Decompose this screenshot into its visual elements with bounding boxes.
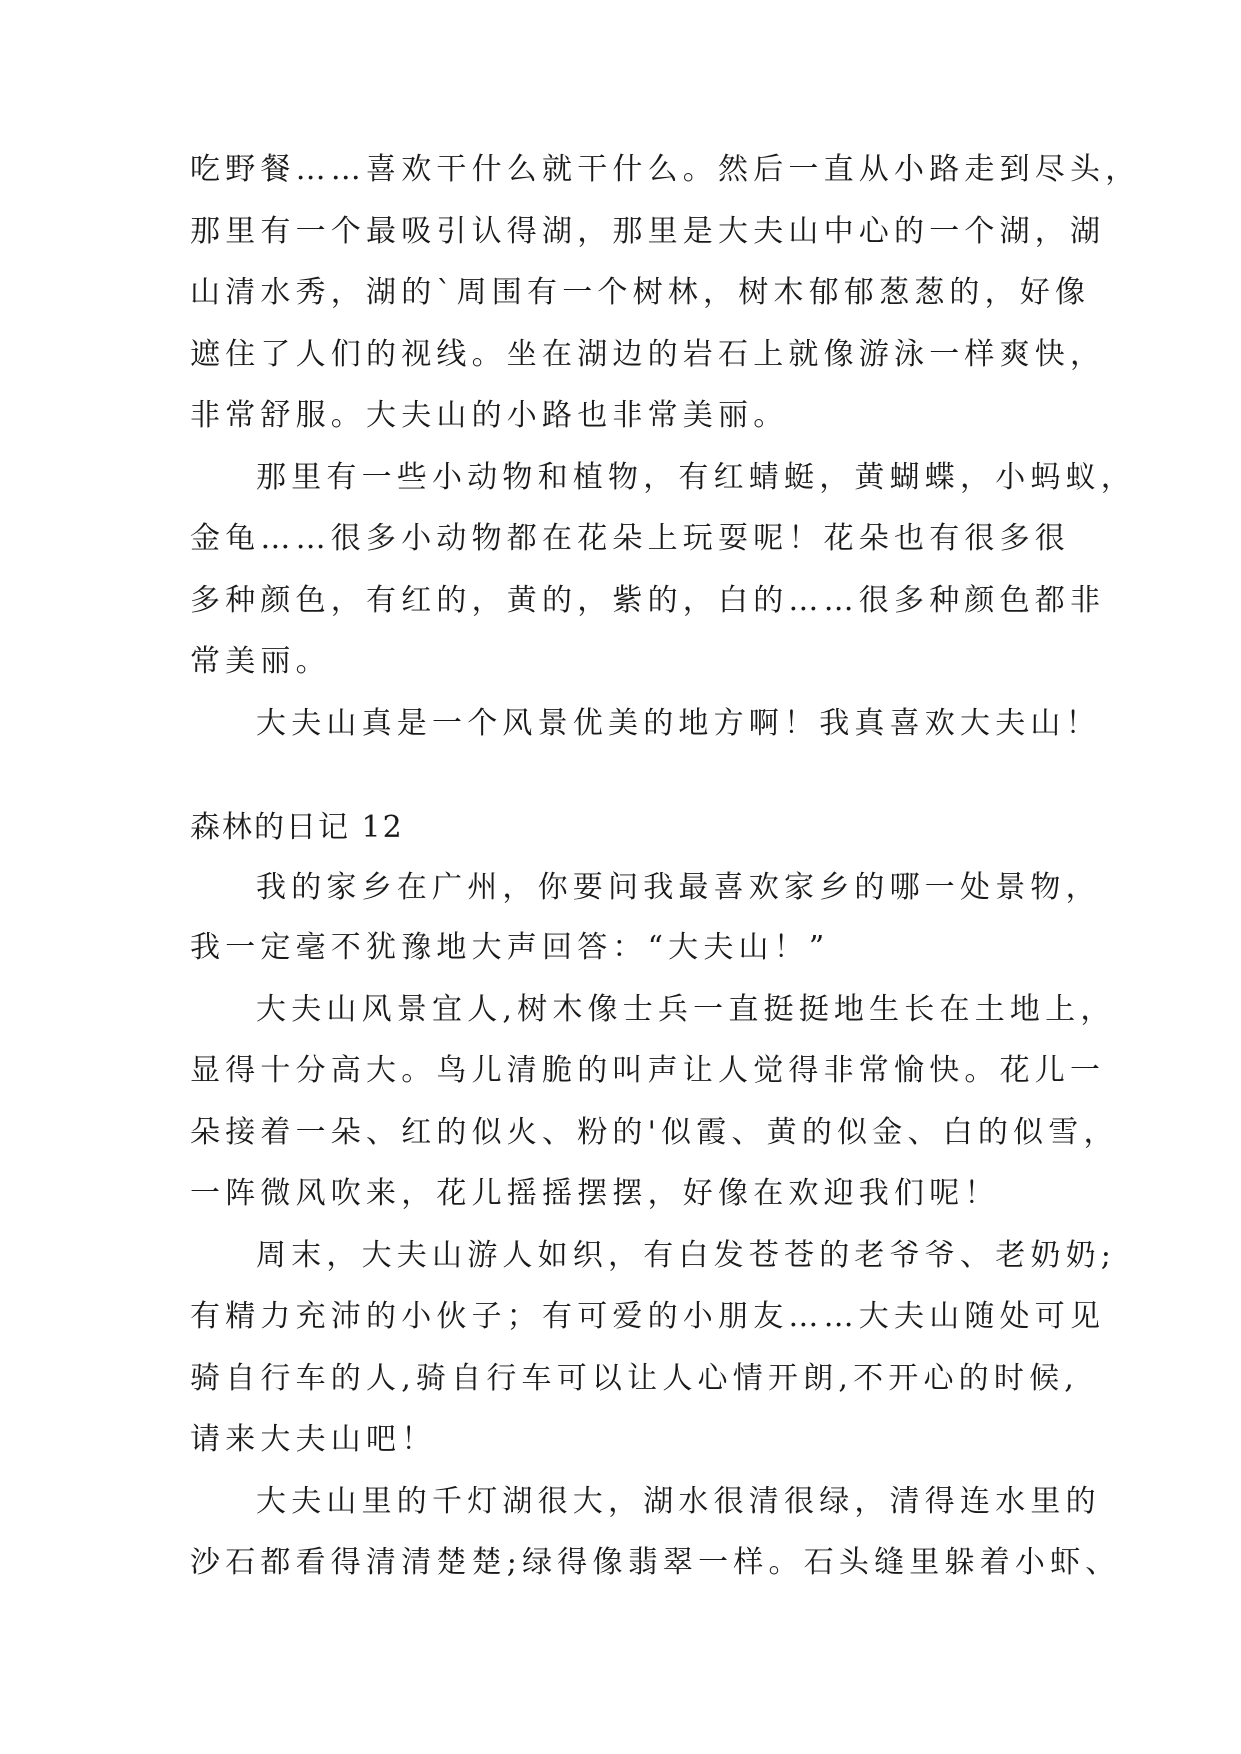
paragraph-line: 朵接着一朵、红的似火、粉的'似霞、黄的似金、白的似雪， bbox=[190, 1115, 1119, 1150]
paragraph-line: 常美丽。 bbox=[190, 644, 331, 679]
paragraph-line: 遮住了人们的视线。坐在湖边的岩石上就像游泳一样爽快， bbox=[190, 337, 1106, 372]
paragraph-line: 山清水秀，湖的`周围有一个树林，树木郁郁葱葱的，好像 bbox=[190, 275, 1091, 310]
paragraph-line: 有精力充沛的小伙子；有可爱的小朋友……大夫山随处可见 bbox=[190, 1299, 1106, 1334]
paragraph-line: 那里有一些小动物和植物，有红蜻蜓，黄蝴蝶，小蚂蚁， bbox=[256, 460, 1136, 495]
paragraph-line: 金龟……很多小动物都在花朵上玩耍呢！花朵也有很多很 bbox=[190, 521, 1070, 556]
paragraph-line: 我的家乡在广州，你要问我最喜欢家乡的哪一处景物， bbox=[256, 870, 1101, 905]
paragraph-line: 沙石都看得清清楚楚;绿得像翡翠一样。石头缝里躲着小虾、 bbox=[190, 1545, 1121, 1580]
paragraph-line: 那里有一个最吸引认得湖，那里是大夫山中心的一个湖，湖 bbox=[190, 214, 1106, 249]
section-title: 森林的日记 12 bbox=[190, 810, 404, 845]
paragraph-line: 大夫山风景宜人,树木像士兵一直挺挺地生长在土地上， bbox=[256, 992, 1116, 1027]
paragraph-line: 骑自行车的人,骑自行车可以让人心情开朗,不开心的时候, bbox=[190, 1361, 1080, 1396]
paragraph-line: 显得十分高大。鸟儿清脆的叫声让人觉得非常愉快。花儿一 bbox=[190, 1053, 1106, 1088]
paragraph-line: 大夫山真是一个风景优美的地方啊！我真喜欢大夫山！ bbox=[256, 706, 1101, 741]
paragraph-line: 一阵微风吹来，花儿摇摇摆摆，好像在欢迎我们呢！ bbox=[190, 1176, 1000, 1211]
paragraph-line: 我一定毫不犹豫地大声回答：“大夫山！” bbox=[190, 930, 830, 965]
paragraph-line: 周末，大夫山游人如织，有白发苍苍的老爷爷、老奶奶; bbox=[256, 1238, 1117, 1273]
paragraph-line: 非常舒服。大夫山的小路也非常美丽。 bbox=[190, 398, 789, 433]
paragraph-line: 大夫山里的千灯湖很大，湖水很清很绿，清得连水里的 bbox=[256, 1484, 1101, 1519]
paragraph-line: 吃野餐……喜欢干什么就干什么。然后一直从小路走到尽头， bbox=[190, 152, 1141, 187]
paragraph-line: 请来大夫山吧！ bbox=[190, 1422, 437, 1457]
paragraph-line: 多种颜色，有红的，黄的，紫的，白的……很多种颜色都非 bbox=[190, 583, 1106, 618]
